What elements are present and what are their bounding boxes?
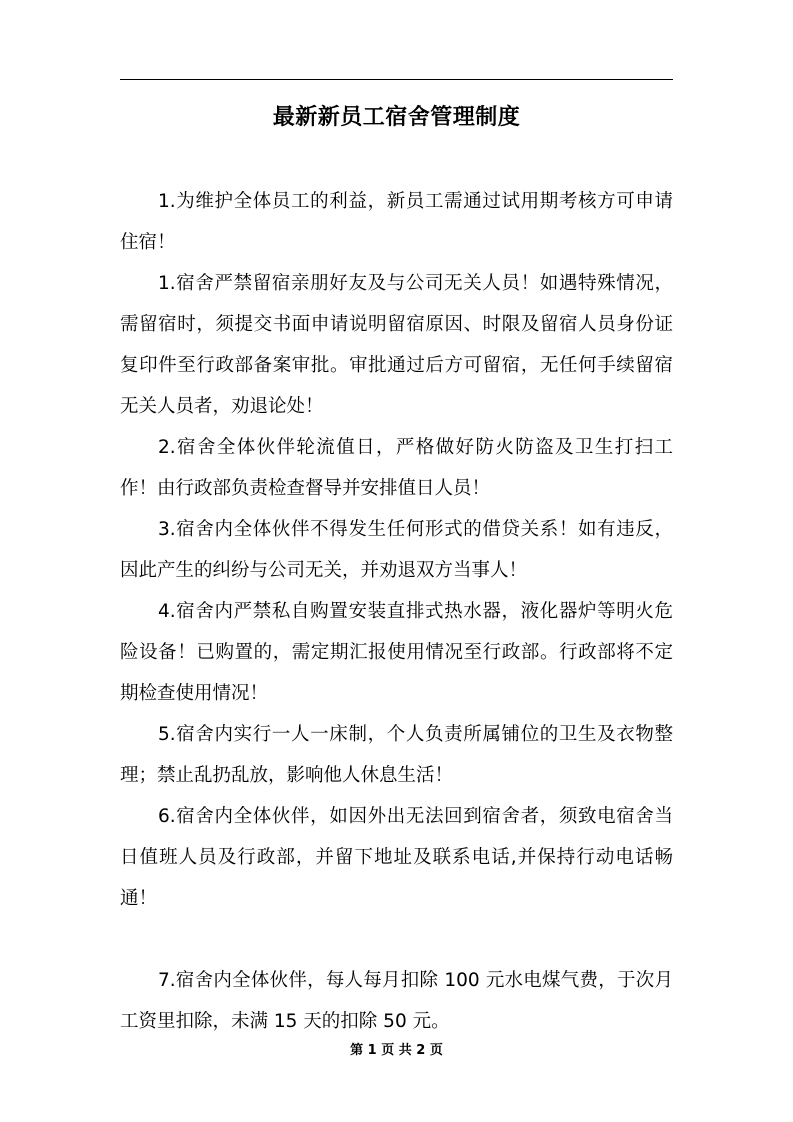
paragraph-4: 3.宿舍内全体伙伴不得发生任何形式的借贷关系！如有违反，因此产生的纠纷与公司无关，并劝退双方当事人！: [120, 519, 673, 581]
header-rule: [120, 79, 673, 80]
paragraph-3: 2.宿舍全体伙伴轮流值日，严格做好防火防盗及卫生打扫工作！由行政部负责检查督导并安排值日人员！: [120, 437, 673, 499]
document-body: [120, 181, 673, 1042]
paragraph-8: 7.宿舍内全体伙伴，每人每月扣除 100 元水电煤气费，于次月工资里扣除，未满 15 天的扣除 50 元。: [120, 970, 673, 1032]
paragraph-6: 5.宿舍内实行一人一床制，个人负责所属铺位的卫生及衣物整理；禁止乱扔乱放，影响他人休息生活！: [120, 724, 673, 786]
page-number: 第 1 页 共 2 页: [350, 1043, 443, 1058]
paragraph-7: 6.宿舍内全体伙伴，如因外出无法回到宿舍者，须致电宿舍当日值班人员及行政部，并留下地址及联系电话,并保持行动电话畅通！: [120, 806, 673, 909]
paragraph-1: 1.为维护全体员工的利益，新员工需通过试用期考核方可申请住宿！: [120, 191, 673, 253]
document-title: 最新新员工宿舍管理制度: [272, 105, 521, 130]
paragraph-5: 4.宿舍内严禁私自购置安装直排式热水器，液化器炉等明火危险设备！已购置的，需定期汇报使用情况至行政部。行政部将不定期检查使用情况！: [120, 601, 673, 704]
paragraph-2: 1.宿舍严禁留宿亲朋好友及与公司无关人员！如遇特殊情况，需留宿时，须提交书面申请说明留宿原因、时限及留宿人员身份证复印件至行政部备案审批。审批通过后方可留宿，无任何手续留宿无关人员者，劝退论处！: [120, 273, 673, 417]
